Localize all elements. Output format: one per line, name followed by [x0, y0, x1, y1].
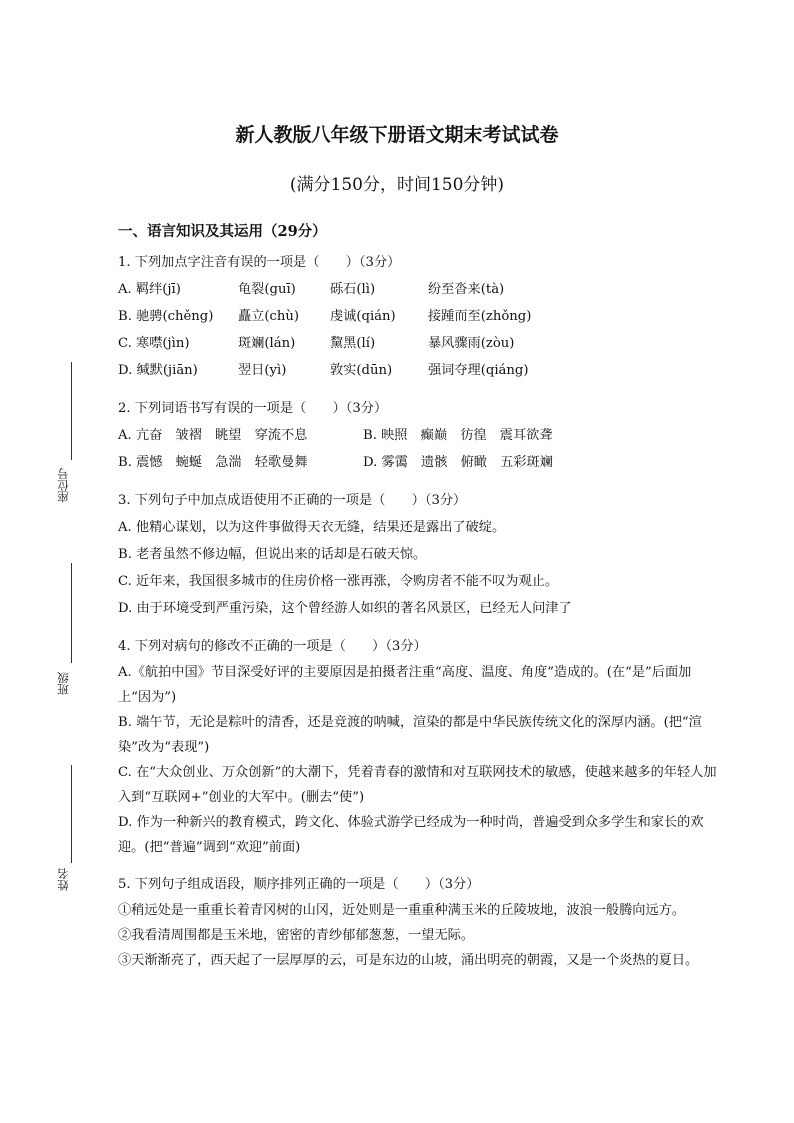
question-4-stem: 4. 下列对病句的修改不正确的一项是（ ）（3分）: [118, 639, 427, 654]
question-1-option-b: [118, 303, 718, 330]
option-word: A. 羁绊(jī): [118, 282, 181, 297]
option-word: C. 寒噤(jìn): [118, 336, 190, 351]
question-4-option-a: A.《航拍中国》节目深受好评的主要原因是拍摄者注重“高度、温度、角度”造成的。(在“是”后面加上“因为”): [118, 665, 692, 705]
question-5-item-3: ③天渐渐亮了，西天起了一层厚厚的云，可是东边的山坡，涌出明亮的朝霞，又是一个炎热的夏日。: [118, 953, 699, 968]
option-word: 强词夺理(qiáng): [428, 363, 529, 378]
option-word: B. 驰骋(chěng): [118, 309, 214, 324]
option-word: 斑斓(lán): [238, 336, 296, 351]
question-4-option-c: C. 在“大众创业、万众创新”的大潮下，凭着青春的激情和对互联网技术的敏感，使越来越多的年轻人加入到“互联网+”创业的大军中。(删去“使”): [118, 765, 717, 805]
option-word: 虔诚(qián): [330, 309, 396, 324]
question-2-options-row: [118, 422, 718, 449]
question-2-stem: 2. 下列词语书写有误的一项是（ ）（3分）: [118, 401, 388, 416]
class-line: [71, 563, 72, 663]
option-word: 纷至沓来(tà): [428, 282, 505, 297]
seat-number-label: 座位号: [56, 468, 70, 503]
question-4-option-d: D. 作为一种新兴的教育模式，跨文化、体验式游学已经成为一种时尚，普遍受到众多学生和家长的欢迎。(把“普遍”调到“欢迎”前面): [118, 815, 704, 855]
seat-number-line: [71, 362, 72, 460]
question-2-options-row: [118, 449, 718, 476]
option-word: 暴风骤雨(zòu): [428, 336, 515, 351]
option-text: A. 亢奋 皱褶 眺望 穿流不息: [118, 428, 308, 443]
question-1-option-d: [118, 357, 718, 384]
question-5-item-2: ②我看清周围都是玉米地，密密的青纱郁郁葱葱，一望无际。: [118, 928, 475, 943]
option-word: 砾石(lì): [330, 282, 376, 297]
question-3-option-c: C. 近年来，我国很多城市的住房价格一涨再涨，令购房者不能不叹为观止。: [118, 574, 559, 589]
option-word: 敦实(dūn): [330, 363, 393, 378]
section-heading: 一、语言知识及其运用（29分）: [118, 223, 327, 240]
exam-subtitle: (满分150分，时间150分钟): [289, 175, 505, 195]
option-text: D. 雾霭 遗骸 俯瞰 五彩斑斓: [363, 455, 553, 470]
question-3-option-b: B. 老者虽然不修边幅，但说出来的话却是石破天惊。: [118, 547, 427, 562]
option-word: 接踵而至(zhǒng): [428, 309, 532, 324]
question-4-option-b: B. 端午节，无论是粽叶的清香，还是竞渡的呐喊，渲染的都是中华民族传统文化的深厚内涵。(把“渲染”改为“表现”): [118, 715, 702, 755]
question-5-item-1: ①稍远处是一重重长着青冈树的山冈，近处则是一重重种满玉米的丘陵坡地，波浪一般腾向远方。: [118, 903, 686, 918]
option-word: 龟裂(guī): [238, 282, 296, 297]
question-3-stem: 3. 下列句子中加点成语使用不正确的一项是（ ）（3分）: [118, 493, 467, 508]
exam-content: [118, 220, 718, 973]
name-label: 姓名: [56, 868, 70, 891]
option-text: B. 映照 癫巅 彷徨 震耳欲聋: [363, 428, 553, 443]
option-word: 翌日(yì): [238, 363, 287, 378]
name-line: [71, 765, 72, 863]
option-word: D. 缄默(jiān): [118, 363, 198, 378]
question-5-stem: 5. 下列句子组成语段，顺序排列正确的一项是（ ）（3分）: [118, 877, 480, 892]
question-1-option-c: [118, 330, 718, 357]
option-word: 矗立(chù): [238, 309, 300, 324]
question-3-option-d: D. 由于环境受到严重污染，这个曾经游人如织的著名风景区，已经无人问津了: [118, 601, 572, 616]
question-1-stem: 1. 下列加点字注音有误的一项是（ ）（3分）: [118, 255, 401, 270]
class-label: 班级: [56, 672, 70, 695]
exam-title: 新人教版八年级下册语文期末考试试卷: [235, 124, 559, 146]
option-word: 黧黑(lí): [330, 336, 376, 351]
question-3-option-a: A. 他精心谋划，以为这件事做得天衣无缝，结果还是露出了破绽。: [118, 520, 506, 535]
question-1-option-a: [118, 276, 718, 303]
option-text: B. 震憾 蜿蜒 急湍 轻歌曼舞: [118, 455, 308, 470]
